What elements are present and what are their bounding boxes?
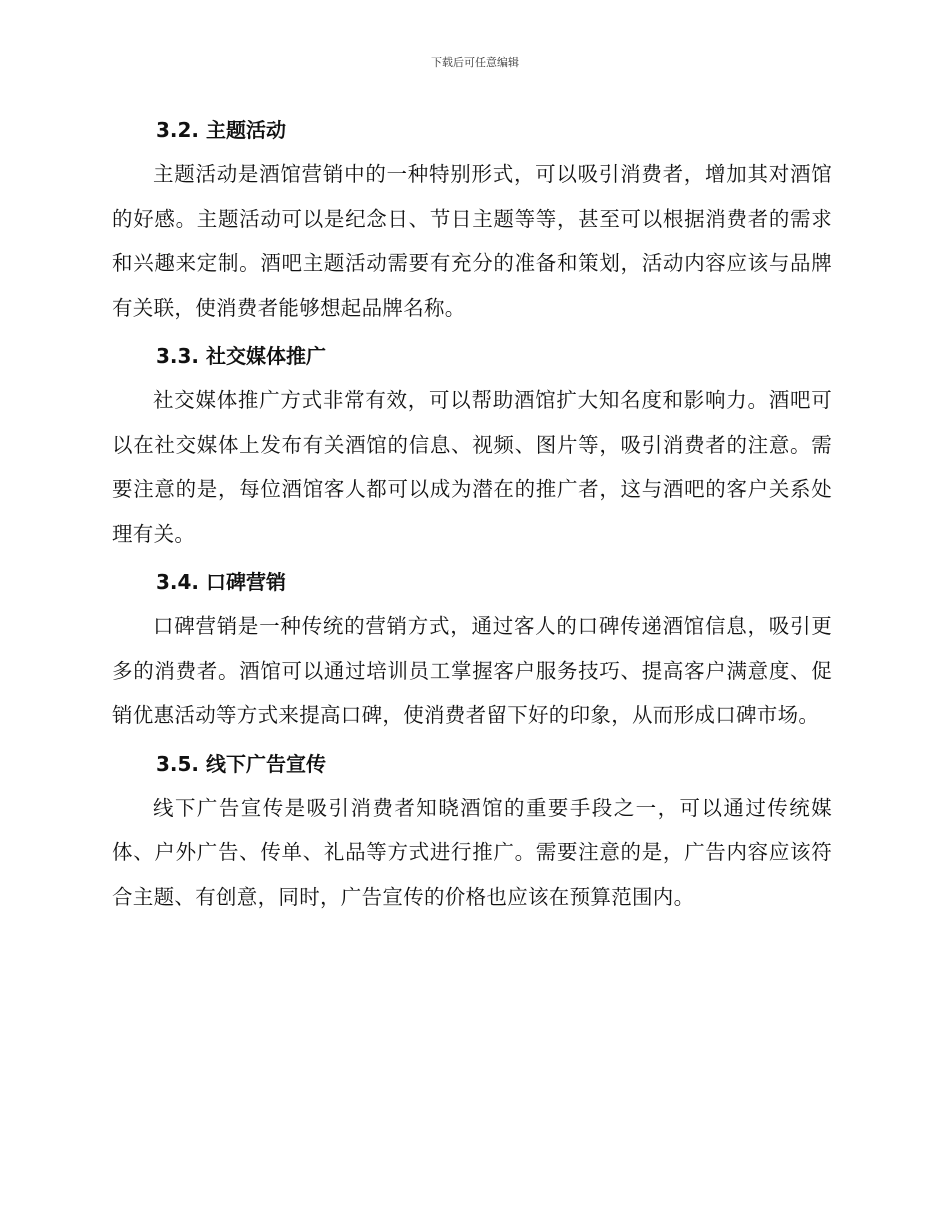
section-heading: 3.4. 口碑营销 — [156, 570, 286, 594]
section-paragraph: 口碑营销是一种传统的营销方式，通过客人的口碑传递酒馆信息，吸引更多的消费者。酒馆可以通过培训员工掌握客户服务技巧、提高客户满意度、促销优惠活动等方式来提高口碑，使消费者留下好的印象，从而形成口碑市场。 — [112, 614, 832, 727]
section-heading: 3.3. 社交媒体推广 — [156, 344, 326, 368]
section-offline-ads — [112, 742, 832, 920]
section-theme-activities — [112, 108, 832, 330]
section-heading: 3.2. 主题活动 — [156, 118, 286, 142]
document-body — [112, 108, 832, 923]
section-paragraph: 线下广告宣传是吸引消费者知晓酒馆的重要手段之一，可以通过传统媒体、户外广告、传单、礼品等方式进行推广。需要注意的是，广告内容应该符合主题、有创意，同时，广告宣传的价格也应该在预算范围内。 — [112, 795, 832, 909]
section-word-of-mouth — [112, 560, 832, 738]
page-header-note: 下载后可任意编辑 — [431, 56, 519, 69]
section-social-media — [112, 334, 832, 556]
section-paragraph: 社交媒体推广方式非常有效，可以帮助酒馆扩大知名度和影响力。酒吧可以在社交媒体上发布有关酒馆的信息、视频、图片等，吸引消费者的注意。需要注意的是，每位酒馆客人都可以成为潜在的推广者，这与酒吧的客户关系处理有关。 — [112, 388, 832, 546]
section-heading: 3.5. 线下广告宣传 — [156, 751, 326, 776]
section-paragraph: 主题活动是酒馆营销中的一种特别形式，可以吸引消费者，增加其对酒馆的好感。主题活动可以是纪念日、节日主题等等，甚至可以根据消费者的需求和兴趣来定制。酒吧主题活动需要有充分的准备和策划，活动内容应该与品牌有关联，使消费者能够想起品牌名称。 — [112, 162, 832, 320]
